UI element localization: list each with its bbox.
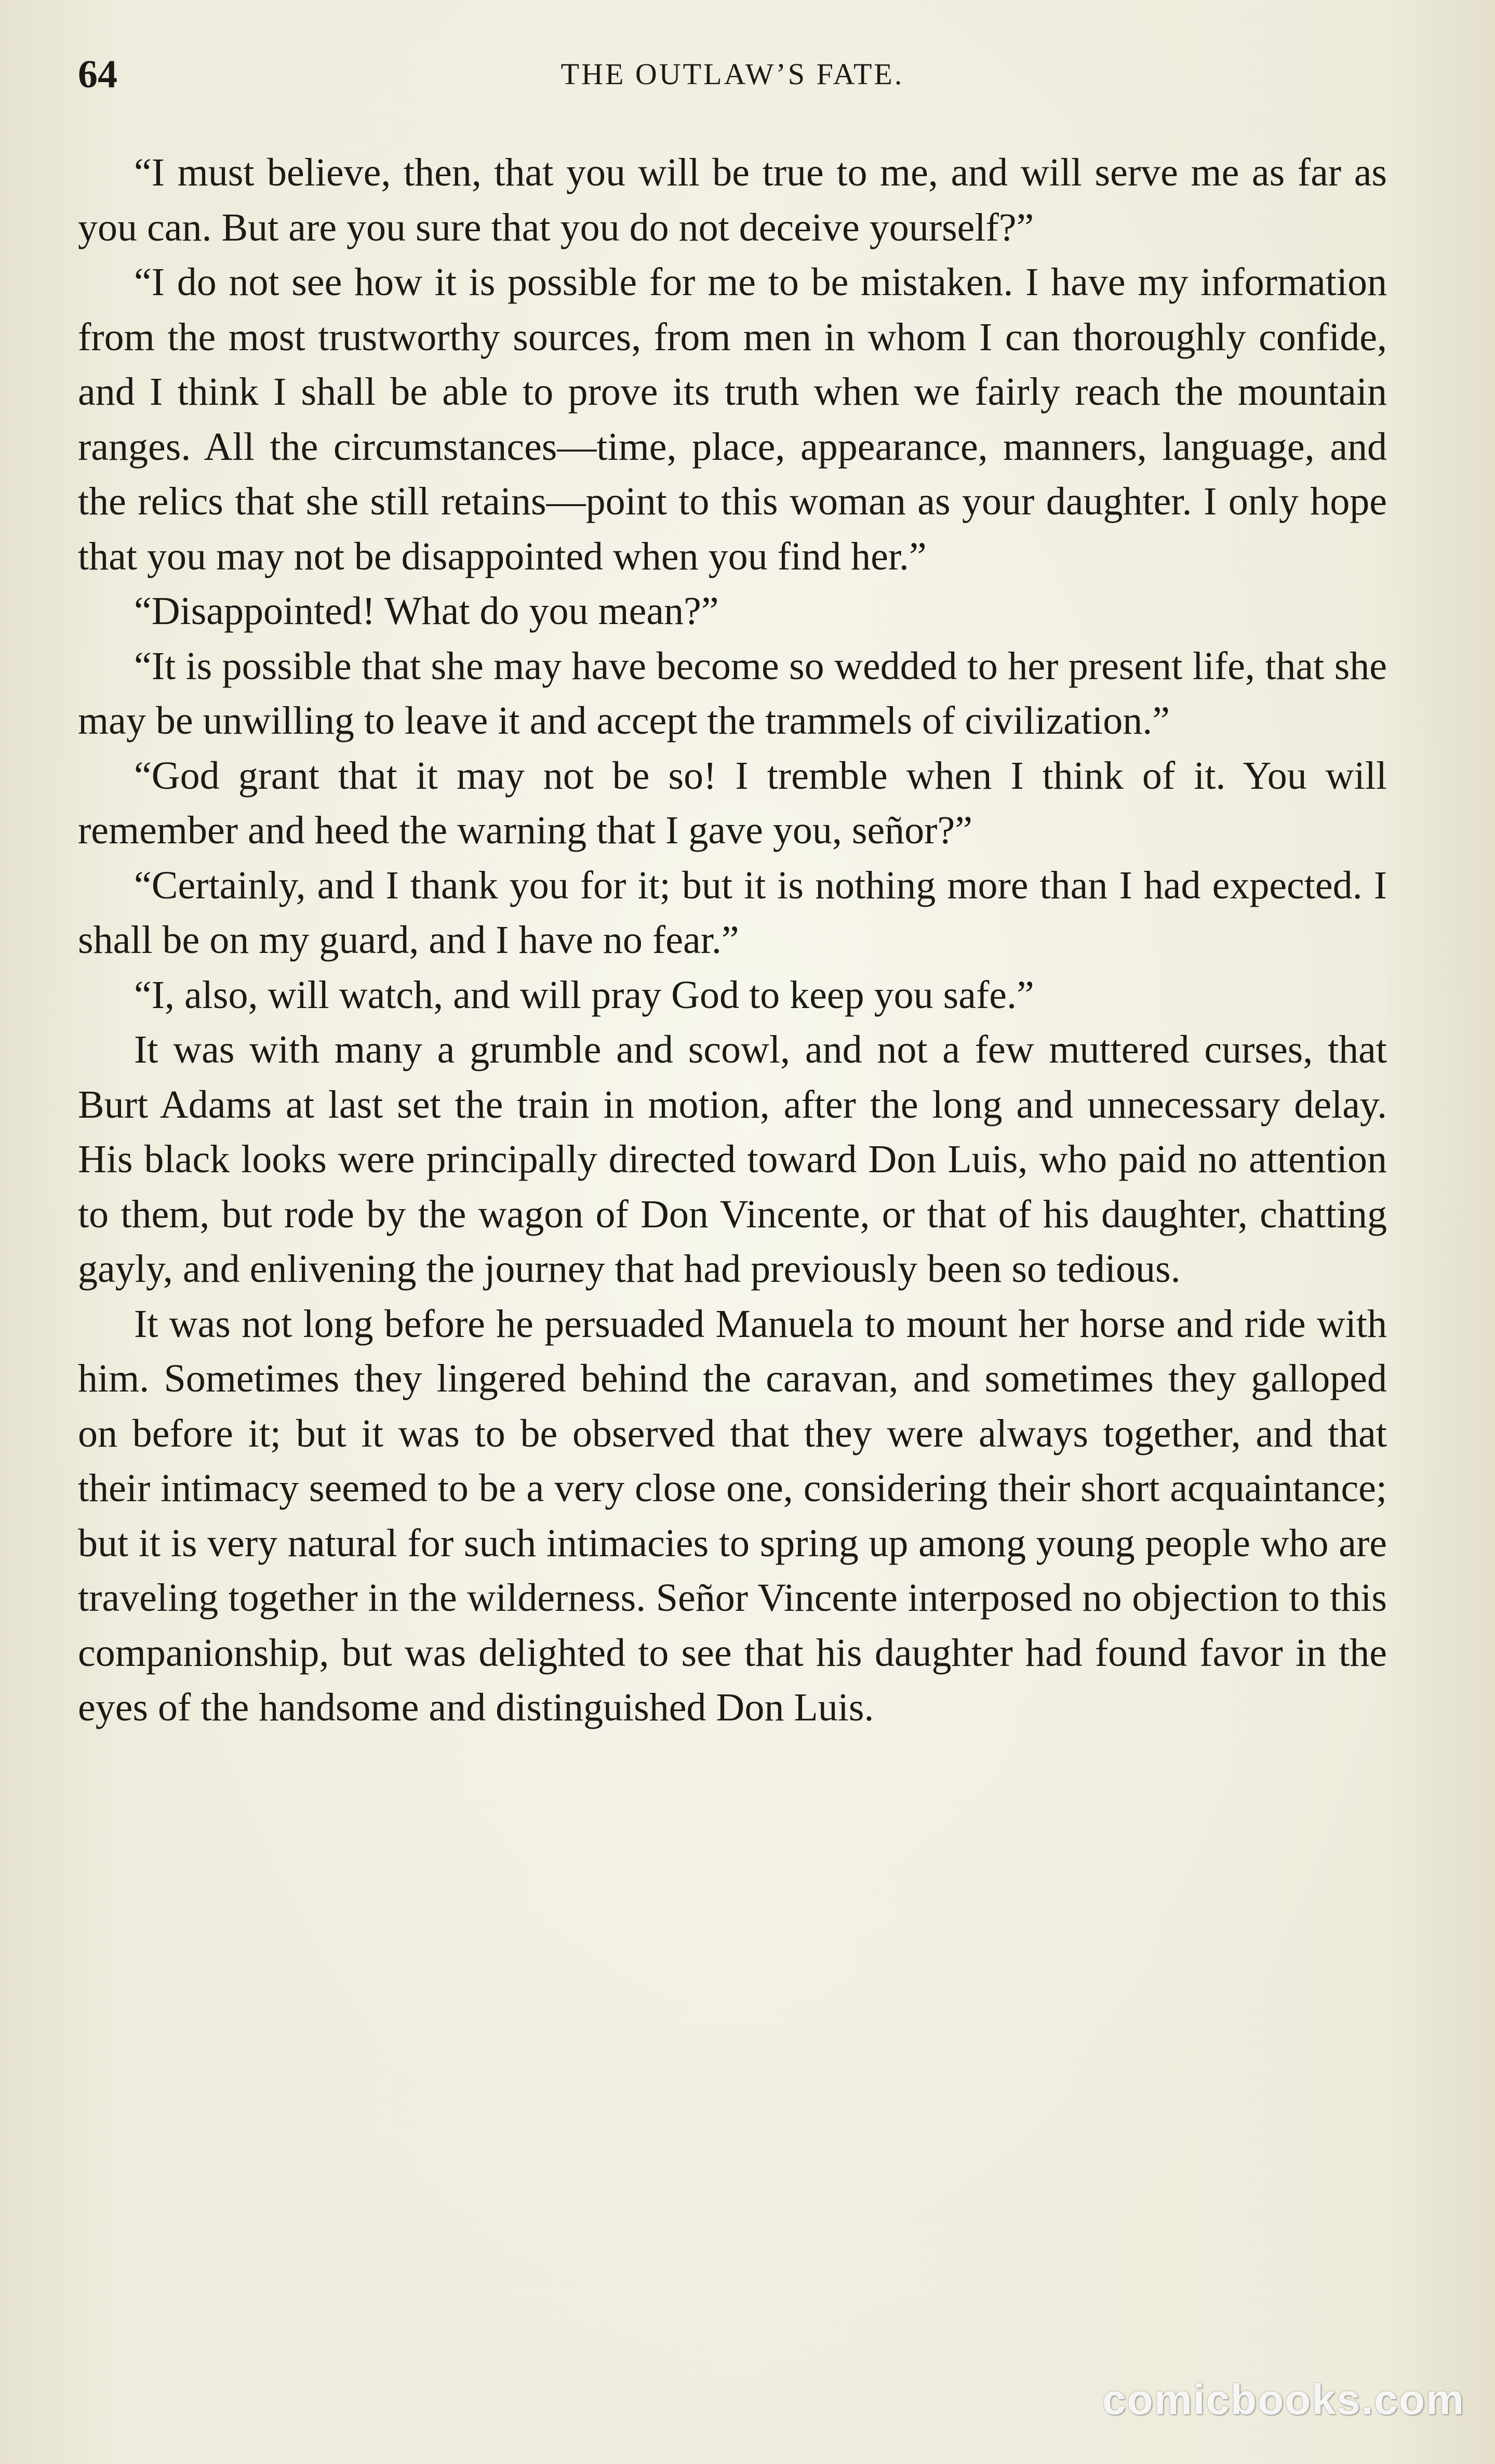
page-header [78, 46, 1387, 103]
paragraph: “Disappointed! What do you mean?” [134, 589, 719, 633]
watermark: comicbooks.com [1102, 2376, 1465, 2423]
paragraph: “It is possible that she may have become so wedded to her present life, that she may be unwilling to leave it and accept the trammels of civilization.” [78, 644, 1387, 743]
paragraph: “Certainly, and I thank you for it; but it is nothing more than I had expected. I shall be on my guard, and I have no fear.” [78, 863, 1387, 962]
paragraph: “I do not see how it is possible for me to be mistaken. I have my information from the most trustworthy sources, from men in whom I can thoroughly confide, and I think I shall be able to prove its truth when we fairly reach the mountain ranges. All the circumstances—time, place, appearance, manners, language, and the relics that she still retains—point to this woman as your daughter. I only hope that you may not be disappointed when you find her.” [78, 260, 1387, 578]
paragraph: “God grant that it may not be so! I tremble when I think of it. You will remember and heed the warning that I gave you, señor?” [78, 753, 1387, 852]
paragraph: It was not long before he persuaded Manuela to mount her horse and ride with him. Sometimes they lingered behind the caravan, and sometimes they galloped on before it; but it was to be observed that they were always together, and that their intimacy seemed to be a very close one, considering their short acquaintance; but it is very natural for such intimacies to spring up among young people who are traveling together in the wilderness. Señor Vincente interposed no objection to this companionship, but was delighted to see that his daughter had found favor in the eyes of the handsome and distinguished Don Luis. [78, 1302, 1387, 1729]
paragraph: “I must believe, then, that you will be true to me, and will serve me as far as you can. But are you sure that you do not deceive yourself?” [78, 151, 1387, 249]
paragraph: It was with many a grumble and scowl, and not a few muttered curses, that Burt Adams at last set the train in motion, after the long and unnecessary delay. His black looks were principally directed toward Don Luis, who paid no attention to them, but rode by the wagon of Don Vincente, or that of his daughter, chatting gayly, and enlivening the journey that had previously been so tedious. [78, 1028, 1387, 1291]
page-number: 64 [78, 52, 117, 96]
running-head: THE OUTLAW’S FATE. [560, 57, 904, 91]
paragraph: “I, also, will watch, and will pray God to keep you safe.” [134, 973, 1034, 1017]
body-text [78, 145, 1387, 1736]
